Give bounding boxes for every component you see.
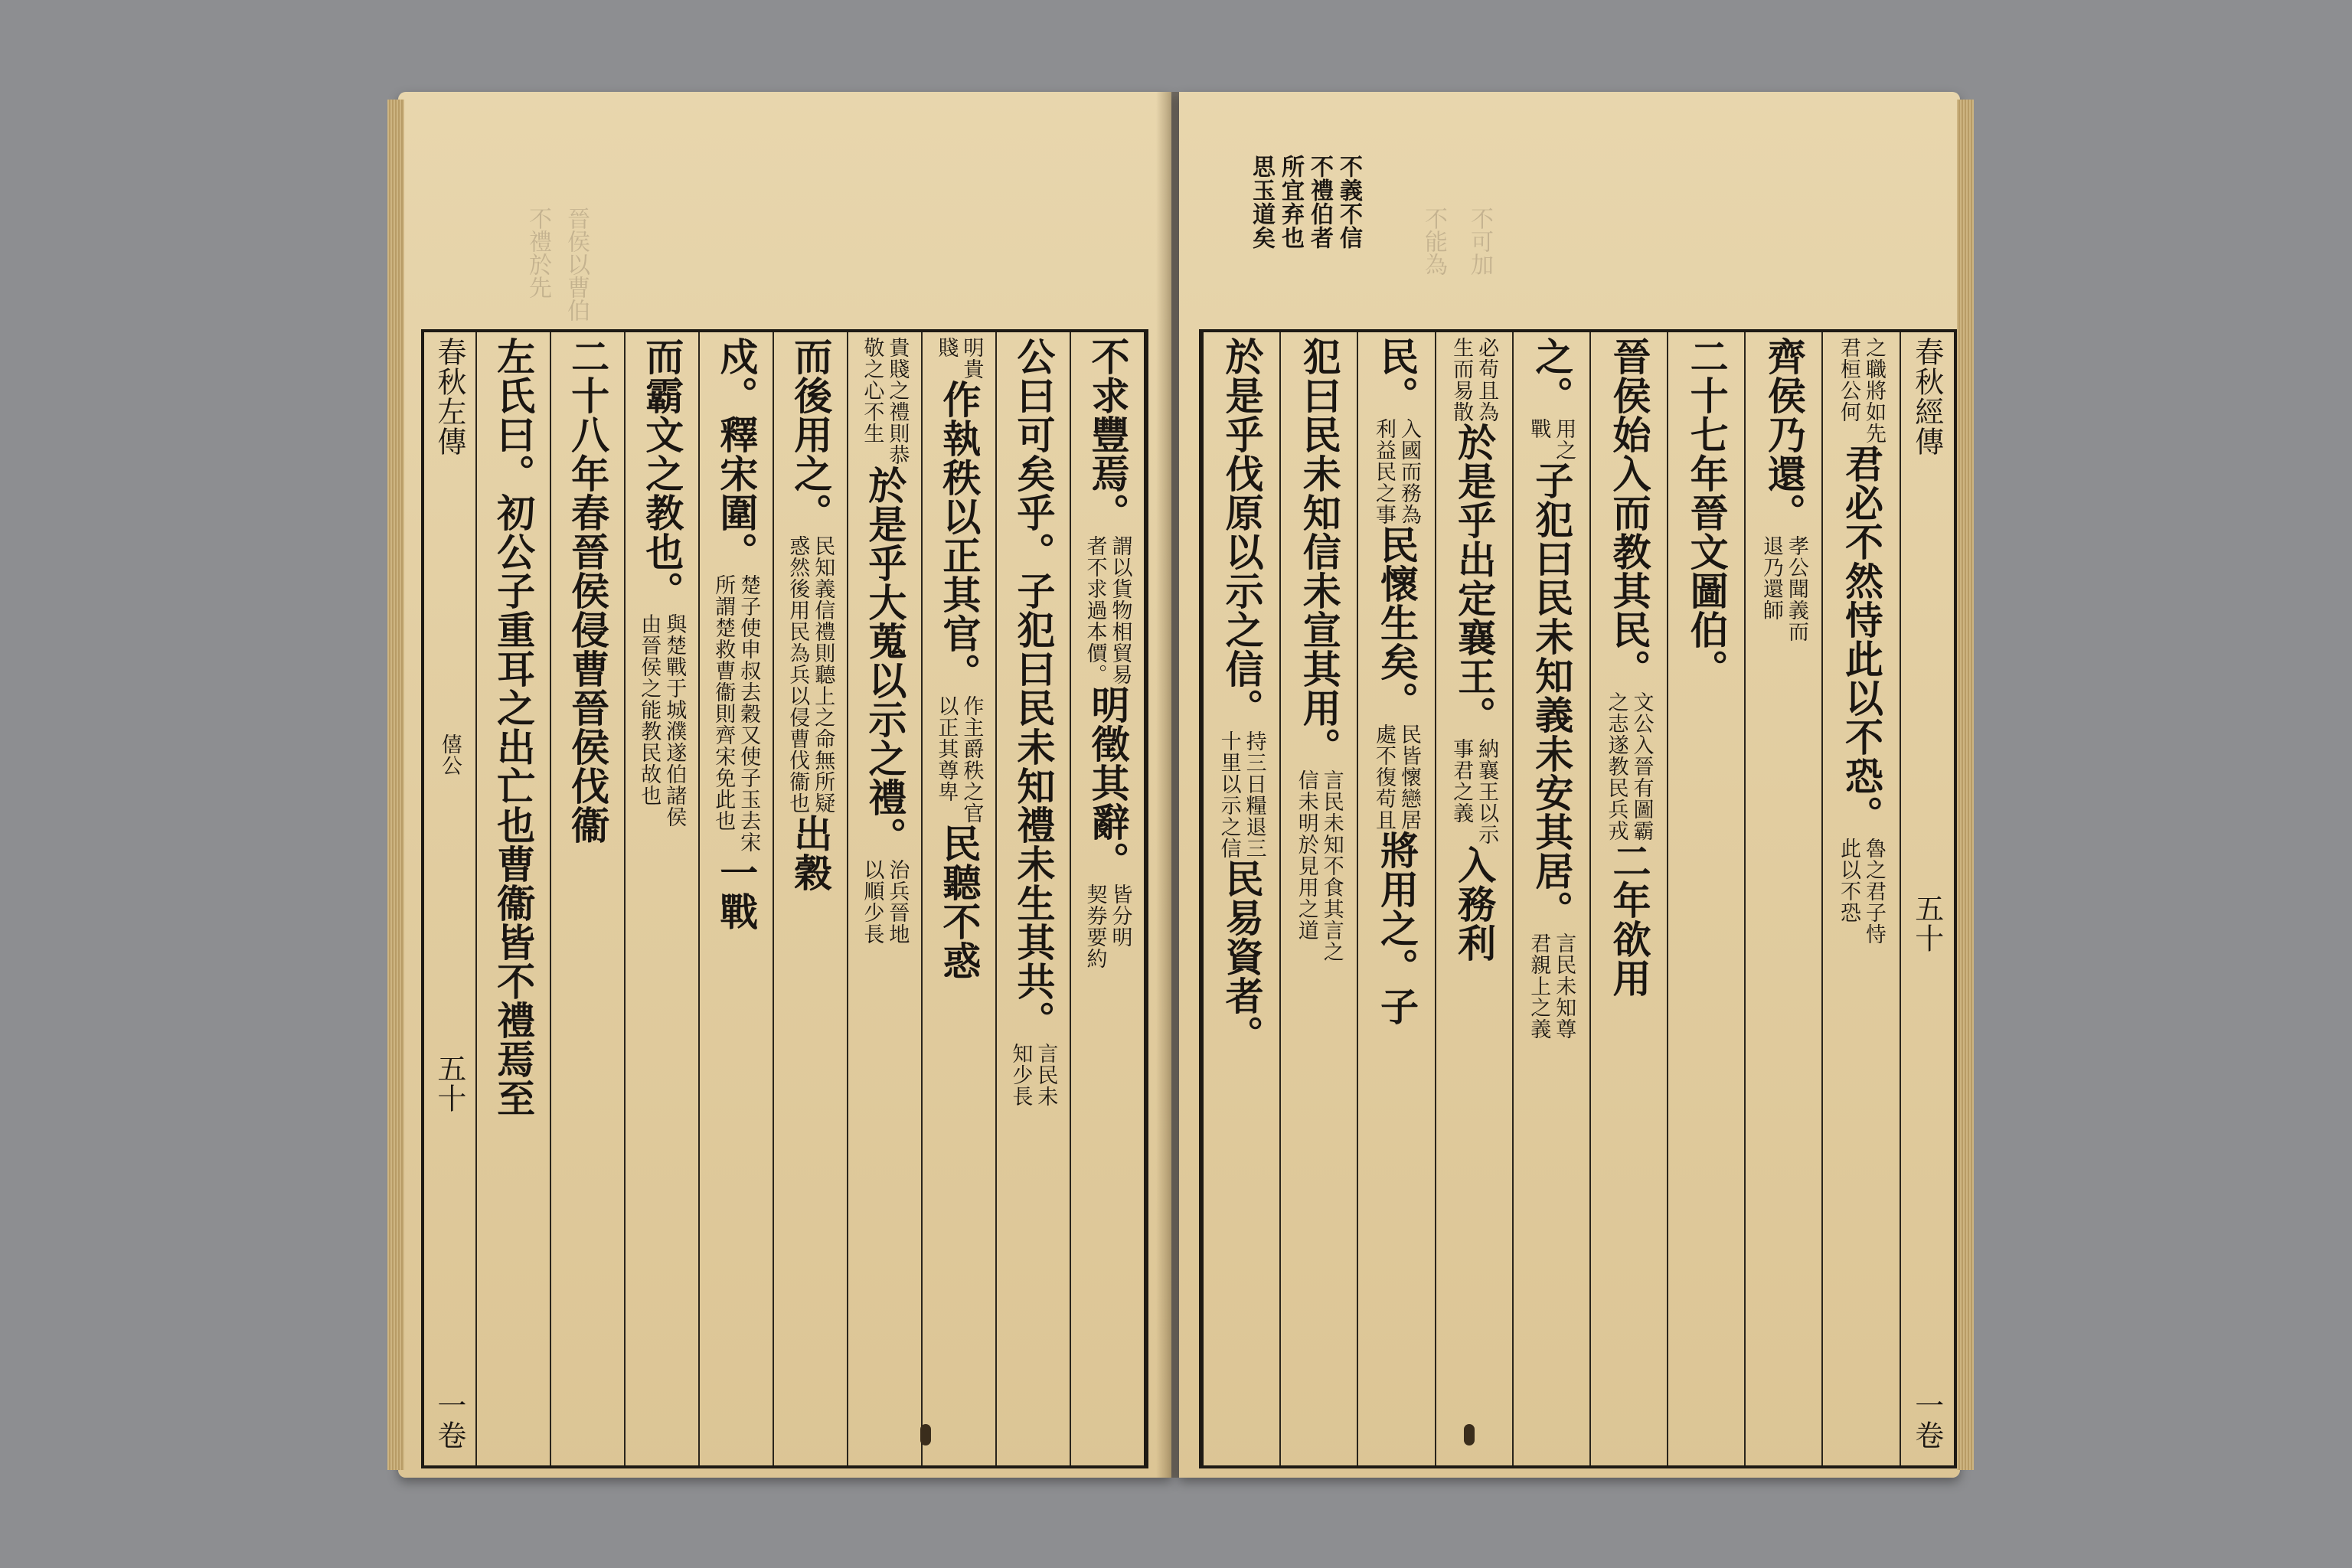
main-text: 之。 xyxy=(1529,337,1575,415)
annotation: 民知義信禮則聽上之命無所疑 xyxy=(811,535,835,814)
text-column xyxy=(475,332,550,1465)
main-text: 戍。釋宋圍。 xyxy=(714,337,760,571)
bleed-through-text: 不可加 xyxy=(1466,207,1493,276)
annotation: 用之 xyxy=(1552,418,1576,461)
main-text: 左氏曰。初公子重耳之出亡也曹衞皆不禮焉至 xyxy=(491,337,537,1118)
annotation: 退乃還師 xyxy=(1759,535,1783,621)
text-column xyxy=(1435,332,1512,1465)
main-text: 作執秩以正其官。 xyxy=(936,380,982,692)
main-text: 晉侯始入而教其民。 xyxy=(1606,337,1652,688)
annotation: 敬之心不生 xyxy=(860,337,884,444)
bleed-through-text: 晉侯以曹伯 xyxy=(563,207,590,322)
text-column xyxy=(550,332,624,1465)
annotation: 以正其尊卑 xyxy=(934,695,959,802)
main-text: 君必不然恃此以不恐。 xyxy=(1838,444,1884,835)
annotation: 以順少長 xyxy=(860,859,884,945)
annotation: 皆分明 xyxy=(1108,884,1132,948)
text-column xyxy=(698,332,773,1465)
page-edge xyxy=(387,100,404,1470)
annotation: 事君之義 xyxy=(1449,738,1474,824)
text-column xyxy=(847,332,921,1465)
annotation: 孝公聞義而 xyxy=(1784,535,1808,642)
main-text: 而後用之。 xyxy=(788,337,834,532)
annotation: 賤 xyxy=(934,337,959,358)
text-column xyxy=(1589,332,1667,1465)
main-text: 明徵其辭。 xyxy=(1085,685,1131,880)
annotation: 納襄王以示 xyxy=(1475,738,1499,845)
main-text: 二十八年春晉侯侵曹晉侯伐衞 xyxy=(565,337,611,844)
right-text-frame xyxy=(1199,329,1957,1468)
annotation: 十里以示之信 xyxy=(1217,730,1241,859)
text-column xyxy=(1667,332,1744,1465)
annotation: 惑然後用民為兵以侵曹伐衞也 xyxy=(786,535,810,814)
annotation: 之職將如先 xyxy=(1861,337,1886,444)
open-book xyxy=(398,92,1960,1493)
annotation: 言民未知不食其言之 xyxy=(1319,769,1344,962)
bleed-through-text: 不能為 xyxy=(1420,207,1447,276)
annotation: 此以不恐 xyxy=(1836,838,1860,923)
margin-column xyxy=(1900,332,1954,1465)
annotation: 謂以貨物相貿易 xyxy=(1108,535,1132,685)
annotation: 知少長 xyxy=(1008,1043,1033,1107)
head-note: 不義不信 xyxy=(1335,155,1362,250)
main-text: 而霸文之教也。 xyxy=(639,337,685,610)
right-page xyxy=(1179,92,1960,1478)
margin-column xyxy=(424,332,475,1465)
text-column xyxy=(1512,332,1589,1465)
head-note: 不禮伯者 xyxy=(1306,155,1333,250)
annotation: 文公入晉有圖霸 xyxy=(1629,691,1654,841)
annotation: 魯之君子恃 xyxy=(1861,838,1886,945)
annotation: 言民未知尊 xyxy=(1552,933,1576,1040)
main-text: 於是乎出定襄王。 xyxy=(1452,423,1498,735)
annotation: 生而易散 xyxy=(1449,337,1474,423)
annotation: 契券要約 xyxy=(1083,884,1107,969)
annotation: 與楚戰于城濮遂伯諸侯 xyxy=(662,613,687,828)
main-text: 齊侯乃還。 xyxy=(1761,337,1807,532)
annotation: 信未明於見用之道 xyxy=(1294,769,1318,941)
text-column xyxy=(921,332,995,1465)
main-text: 子犯曰民未知義未安其居。 xyxy=(1529,461,1575,929)
annotation: 者不求過本價。 xyxy=(1083,535,1107,685)
annotation: 持三日糧退三 xyxy=(1242,730,1266,859)
main-text: 二年欲用 xyxy=(1606,841,1652,998)
main-text: 民易資者。 xyxy=(1219,859,1265,1054)
binding-hole xyxy=(1464,1424,1475,1446)
text-column xyxy=(995,332,1070,1465)
head-note: 思玉道矣 xyxy=(1248,155,1275,250)
main-text: 犯曰民未知信未宣其用。 xyxy=(1296,337,1342,766)
left-text-frame xyxy=(421,329,1148,1468)
main-text: 公曰可矣乎。子犯曰民未知禮未生其共。 xyxy=(1011,337,1057,1040)
left-page xyxy=(398,92,1171,1478)
main-text: 於是乎伐原以示之信。 xyxy=(1219,337,1265,727)
annotation: 楚子使申叔去穀又使子玉去宋 xyxy=(737,574,761,853)
main-text: 二十七年晉文圖伯。 xyxy=(1684,337,1730,688)
main-text: 民聽不惑 xyxy=(936,824,982,980)
annotation: 由晉侯之能教民故也 xyxy=(637,613,662,806)
main-text: 入務利 xyxy=(1452,845,1498,962)
text-column xyxy=(1821,332,1899,1465)
book-title: 春秋左傳 xyxy=(432,337,466,456)
text-column xyxy=(624,332,698,1465)
folio-number: 五十 xyxy=(432,1054,466,1113)
text-column xyxy=(1279,332,1357,1465)
main-text: 民懷生矣。 xyxy=(1374,525,1419,720)
annotation: 治兵晉地 xyxy=(885,859,910,945)
main-text: 民。 xyxy=(1374,337,1419,415)
annotation: 君親上之義 xyxy=(1527,933,1551,1040)
annotation: 必苟且為 xyxy=(1475,337,1499,423)
annotation: 處不復苟且 xyxy=(1371,724,1396,831)
main-text: 一戰 xyxy=(714,853,760,931)
annotation: 戰 xyxy=(1527,418,1551,439)
text-column xyxy=(1070,332,1144,1465)
main-text: 出穀 xyxy=(788,814,834,892)
annotation: 貴賤之禮則恭 xyxy=(885,337,910,466)
main-text: 於是乎大蒐以示之禮。 xyxy=(862,466,908,856)
text-column xyxy=(1204,332,1279,1465)
annotation: 民皆懷戀居 xyxy=(1396,724,1421,831)
text-column xyxy=(1744,332,1821,1465)
folio-number: 五十 xyxy=(1909,893,1944,953)
text-column xyxy=(773,332,847,1465)
annotation: 言民未 xyxy=(1034,1043,1058,1107)
volume-label: 一卷 xyxy=(1909,1390,1944,1450)
annotation: 利益民之事 xyxy=(1371,418,1396,525)
annotation: 君桓公何 xyxy=(1836,337,1860,423)
volume-label: 一卷 xyxy=(432,1390,466,1450)
bleed-through-text: 不禮於先 xyxy=(524,207,551,299)
annotation: 作主爵秩之官 xyxy=(959,695,984,824)
annotation: 明貴 xyxy=(959,337,984,380)
annotation: 入國而務為 xyxy=(1396,418,1421,525)
book-title: 春秋經傳 xyxy=(1909,337,1944,456)
page-edge xyxy=(1957,100,1974,1470)
binding-hole xyxy=(920,1424,931,1446)
main-text: 將用之。子 xyxy=(1374,831,1419,1026)
main-text: 不求豐焉。 xyxy=(1085,337,1131,532)
text-column xyxy=(1357,332,1434,1465)
reign-label: 僖公 xyxy=(437,733,462,776)
annotation: 之志遂教民兵戎 xyxy=(1604,691,1628,841)
head-notes xyxy=(1250,155,1360,250)
annotation: 所謂楚救曹衞則齊宋免此也 xyxy=(711,574,736,831)
head-note: 所宜弃也 xyxy=(1277,155,1304,250)
